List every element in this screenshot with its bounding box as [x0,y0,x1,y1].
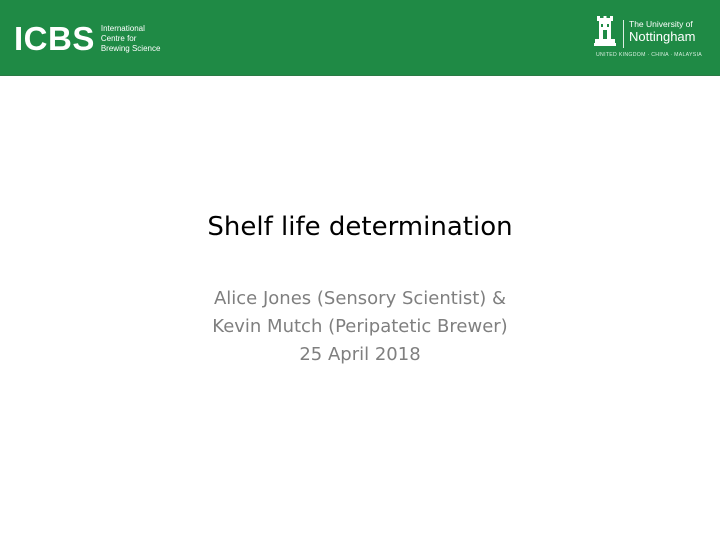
university-campuses: UNITED KINGDOM · CHINA · MALAYSIA [596,52,703,58]
icbs-logo-line: Brewing Science [100,44,161,53]
subtitle-line: 25 April 2018 [299,344,421,365]
university-logo [594,14,706,64]
subtitle-line: Alice Jones (Sensory Scientist) & [213,288,507,309]
icbs-logo-mark: ICBS [14,20,95,57]
slide-title: Shelf life determination [207,212,513,242]
subtitle-line: Kevin Mutch (Peripatetic Brewer) [212,316,508,337]
logo-divider [623,20,624,48]
university-logo-line1: The University of [629,19,693,29]
icbs-logo-subtitle [101,24,161,54]
icbs-logo-line: International [100,24,145,33]
slide-subtitle [0,285,720,369]
castle-crest-icon [594,16,616,48]
header-banner [0,0,720,76]
icbs-logo-line: Centre for [100,34,137,43]
university-logo-line2: Nottingham [629,29,696,44]
icbs-logo [14,22,160,56]
